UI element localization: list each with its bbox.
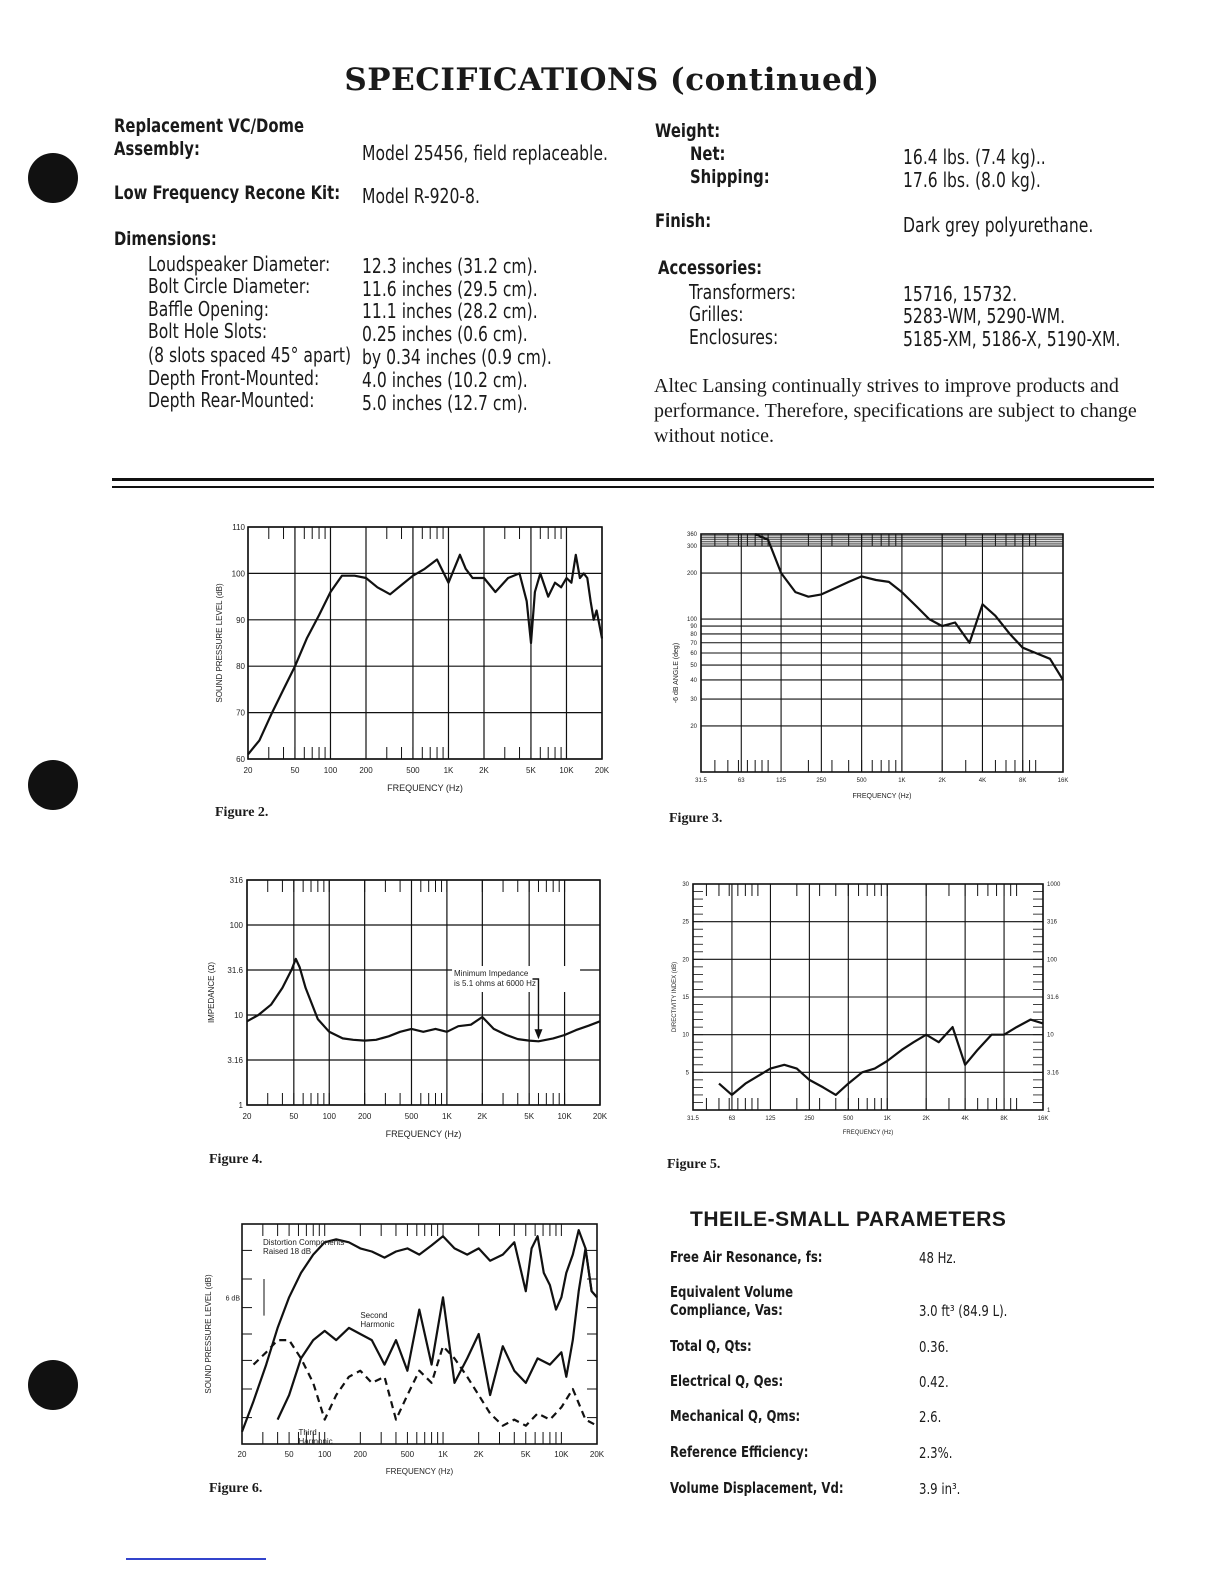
- y-tick-label: 20: [682, 957, 689, 964]
- accessory-value: 5283-WM, 5290-WM.: [903, 304, 1066, 328]
- y-tick-label: 300: [686, 544, 697, 551]
- y-tick-label: 80: [236, 662, 245, 672]
- dimensions-label: Dimensions:: [114, 228, 217, 250]
- x-tick-label: 1K: [438, 1450, 448, 1459]
- recone-value: Model R-920-8.: [362, 184, 480, 208]
- dimension-value: 0.25 inches (0.6 cm).: [362, 322, 528, 346]
- accessory-label: Enclosures:: [689, 325, 779, 349]
- figure-6-chart: [195, 1210, 625, 1485]
- x-tick-label: 63: [728, 1116, 736, 1122]
- ts-param-value: 2.3%.: [919, 1444, 953, 1462]
- dimension-label: Depth Rear-Mounted:: [148, 388, 315, 412]
- figure-5-caption: Figure 5.: [667, 1157, 721, 1172]
- x-axis-label: FREQUENCY (Hz): [842, 1130, 894, 1136]
- y2-tick-label: 3.16: [1047, 1070, 1059, 1077]
- replacement-label-2: Assembly:: [114, 138, 200, 160]
- ts-param-label: Free Air Resonance, fs:: [670, 1248, 823, 1266]
- y-axis-label: SOUND PRESSURE LEVEL (dB): [204, 1274, 213, 1394]
- figure-3-caption: Figure 3.: [669, 811, 723, 826]
- annotation-text: Minimum Impedance: [454, 969, 529, 979]
- x-tick-label: 500: [400, 1450, 415, 1459]
- x-tick-label: 20: [237, 1450, 247, 1459]
- y2-tick-label: 1: [1047, 1108, 1051, 1114]
- y-tick-label: 200: [686, 571, 697, 578]
- y-axis-label: IMPEDANCE (Ω): [207, 961, 216, 1024]
- y-tick-label: 31.6: [227, 966, 243, 976]
- spec-change-note: Altec Lansing continually strives to improve products and performance. Therefore, specifications are subject to change without notice.: [654, 375, 1137, 447]
- x-tick-label: 2K: [479, 766, 489, 775]
- net-label: Net:: [690, 143, 726, 165]
- x-tick-label: 125: [765, 1116, 776, 1122]
- finish-label: Finish:: [655, 210, 712, 232]
- plot-frame: [242, 1224, 597, 1444]
- y-tick-label: 70: [236, 708, 245, 718]
- y-tick-label: 30: [690, 697, 697, 704]
- x-tick-label: 1K: [443, 766, 454, 775]
- x-tick-label: 2K: [938, 778, 946, 784]
- ts-param-label: Total Q, Qts:: [670, 1337, 752, 1355]
- figure-2-chart: [200, 515, 630, 800]
- annotation-text: is 5.1 ohms at 6000 Hz: [454, 979, 536, 989]
- y2-tick-label: 1000: [1047, 882, 1061, 888]
- page-title: SPECIFICATIONS (continued): [344, 62, 880, 98]
- y2-tick-label: 100: [1047, 957, 1058, 964]
- y-tick-label: 5: [685, 1070, 689, 1077]
- y-tick-label: 90: [236, 615, 245, 625]
- section-divider: [112, 486, 1154, 488]
- ts-param-label: Mechanical Q, Qms:: [670, 1407, 801, 1425]
- y-tick-label: 100: [686, 617, 697, 624]
- x-tick-label: 5K: [520, 1450, 531, 1459]
- figure-4-caption: Figure 4.: [209, 1152, 263, 1167]
- dimension-value: 4.0 inches (10.2 cm).: [362, 368, 528, 392]
- x-tick-label: 2K: [473, 1450, 484, 1459]
- scale-mark-label: 6 dB: [225, 1295, 240, 1303]
- x-tick-label: 200: [359, 766, 373, 775]
- x-tick-label: 100: [323, 766, 338, 775]
- y-tick-label: 40: [690, 677, 697, 684]
- replacement-label: Replacement VC/Dome: [114, 115, 305, 137]
- y-tick-label: 50: [690, 663, 697, 670]
- ts-param-value: 0.42.: [919, 1373, 949, 1391]
- net-value: 16.4 lbs. (7.4 kg)..: [903, 145, 1046, 169]
- accessory-label: Transformers:: [689, 280, 796, 304]
- y-tick-label: 70: [690, 640, 697, 647]
- x-tick-label: 500: [856, 778, 867, 784]
- y-axis-label: DIRECTIVITY INDEX (dB): [672, 961, 678, 1033]
- y-tick-label: 60: [236, 755, 245, 764]
- y-tick-label: 100: [231, 569, 245, 579]
- ts-param-value: 2.6.: [919, 1408, 942, 1426]
- ts-param-value: 3.9 in³.: [919, 1480, 961, 1498]
- y2-tick-label: 10: [1047, 1032, 1054, 1039]
- dimension-label: Bolt Circle Diameter:: [148, 274, 311, 298]
- annotation-text: Harmonic: [360, 1319, 395, 1329]
- replacement-value: Model 25456, field replaceable.: [362, 141, 608, 165]
- x-tick-label: 8K: [1019, 778, 1027, 784]
- x-tick-label: 5K: [524, 1112, 535, 1121]
- x-tick-label: 1K: [898, 778, 906, 784]
- shipping-value: 17.6 lbs. (8.0 kg).: [903, 168, 1041, 192]
- y-tick-label: 100: [229, 920, 243, 930]
- annotation-text: Distortion Components: [263, 1238, 345, 1247]
- y-tick-label: 15: [682, 995, 689, 1001]
- figure-2-caption: Figure 2.: [215, 805, 269, 820]
- ts-param-value: 0.36.: [919, 1338, 949, 1356]
- weight-label: Weight:: [655, 120, 721, 142]
- ts-param-label: Equivalent Volume: [670, 1283, 794, 1301]
- x-tick-label: 500: [406, 766, 420, 775]
- x-axis-label: FREQUENCY (Hz): [385, 1467, 454, 1476]
- x-tick-label: 100: [322, 1112, 336, 1121]
- annotation-text: Harmonic: [298, 1436, 333, 1446]
- x-tick-label: 8K: [1000, 1116, 1008, 1122]
- x-tick-label: 5K: [526, 766, 536, 775]
- x-tick-label: 31.5: [695, 778, 707, 784]
- figure-4-chart: [200, 866, 630, 1151]
- x-tick-label: 31.5: [687, 1116, 699, 1122]
- x-tick-label: 4K: [961, 1116, 969, 1122]
- y-tick-label: 80: [690, 631, 697, 638]
- dimension-value: by 0.34 inches (0.9 cm).: [362, 345, 552, 369]
- annotation-text: Raised 18 dB: [263, 1247, 312, 1256]
- x-tick-label: 2K: [922, 1116, 930, 1122]
- dimension-label: Depth Front-Mounted:: [148, 366, 320, 390]
- y2-tick-label: 316: [1047, 919, 1058, 926]
- series-line-second-harmonic: [278, 1248, 597, 1419]
- ts-param-label: Electrical Q, Qes:: [670, 1372, 784, 1390]
- section-divider: [112, 478, 1154, 481]
- dimension-label: Bolt Hole Slots:: [148, 319, 268, 343]
- binder-hole: [28, 153, 78, 203]
- y-tick-label: 10: [682, 1032, 689, 1039]
- accessory-label: Grilles:: [689, 302, 744, 326]
- y-tick-label: 3.16: [227, 1056, 243, 1066]
- series-line-directivity: [719, 1020, 1043, 1095]
- y2-tick-label: 31.6: [1047, 995, 1059, 1001]
- annotation-arrowhead: [534, 1029, 542, 1039]
- x-tick-label: 20: [243, 766, 253, 775]
- x-tick-label: 1K: [883, 1116, 891, 1122]
- dimension-value: 11.6 inches (29.5 cm).: [362, 277, 538, 301]
- y-tick-label: 20: [690, 723, 697, 730]
- x-tick-label: 100: [318, 1450, 332, 1459]
- bottom-blue-line: [126, 1558, 266, 1560]
- x-tick-label: 250: [816, 778, 827, 784]
- y-tick-label: 316: [229, 876, 243, 885]
- dimension-label: (8 slots spaced 45° apart): [148, 343, 352, 367]
- accessory-value: 15716, 15732.: [903, 282, 1018, 306]
- y-tick-label: 1: [238, 1101, 243, 1110]
- binder-hole: [28, 1360, 78, 1410]
- dimension-label: Baffle Opening:: [148, 297, 269, 321]
- x-tick-label: 1K: [442, 1112, 452, 1121]
- dimension-value: 11.1 inches (28.2 cm).: [362, 299, 538, 323]
- recone-label: Low Frequency Recone Kit:: [114, 182, 341, 204]
- x-tick-label: 16K: [1057, 778, 1069, 784]
- y-tick-label: 10: [234, 1010, 243, 1020]
- accessories-label: Accessories:: [658, 257, 763, 279]
- dimension-value: 5.0 inches (12.7 cm).: [362, 391, 528, 415]
- x-tick-label: 250: [804, 1116, 815, 1122]
- y-tick-label: 360: [686, 532, 697, 538]
- x-tick-label: 10K: [559, 766, 574, 775]
- y-tick-label: 25: [682, 919, 689, 926]
- dimension-label: Loudspeaker Diameter:: [148, 252, 331, 276]
- x-tick-label: 50: [290, 766, 300, 775]
- accessory-value: 5185-XM, 5186-X, 5190-XM.: [903, 327, 1121, 351]
- y-tick-label: 30: [682, 882, 689, 888]
- x-tick-label: 20K: [594, 766, 610, 775]
- series-line-fundamental: [242, 1230, 597, 1432]
- annotation-text: Second: [360, 1310, 388, 1320]
- figure-6-caption: Figure 6.: [209, 1481, 263, 1496]
- ts-param-label: Reference Efficiency:: [670, 1443, 809, 1461]
- x-tick-label: 4K: [978, 778, 987, 784]
- y-axis-label: -6 dB ANGLE (deg): [673, 642, 680, 704]
- x-tick-label: 500: [843, 1116, 854, 1122]
- finish-value: Dark grey polyurethane.: [903, 213, 1094, 237]
- x-tick-label: 500: [404, 1112, 419, 1121]
- y-tick-label: 110: [232, 523, 245, 532]
- figure-5-chart: [660, 872, 1080, 1147]
- plot-frame: [247, 880, 600, 1105]
- annotation-text: Third: [298, 1427, 317, 1437]
- x-tick-label: 20K: [592, 1112, 608, 1121]
- ts-param-value: 48 Hz.: [919, 1249, 957, 1267]
- x-axis-label: FREQUENCY (Hz): [852, 793, 912, 800]
- y-axis-label: SOUND PRESSURE LEVEL (dB): [215, 583, 224, 703]
- series-line-angle: [755, 534, 1063, 680]
- x-tick-label: 16K: [1037, 1116, 1049, 1122]
- shipping-label: Shipping:: [690, 166, 770, 188]
- x-axis-label: FREQUENCY (Hz): [387, 783, 463, 793]
- y-tick-label: 90: [690, 624, 697, 631]
- ts-param-label-2: Compliance, Vas:: [670, 1301, 783, 1319]
- theile-small-title: THEILE-SMALL PARAMETERS: [690, 1208, 1007, 1231]
- x-tick-label: 20K: [589, 1450, 605, 1459]
- x-tick-label: 50: [289, 1112, 299, 1121]
- x-tick-label: 50: [284, 1450, 294, 1459]
- x-axis-label: FREQUENCY (Hz): [385, 1129, 462, 1139]
- dimension-value: 12.3 inches (31.2 cm).: [362, 254, 538, 278]
- x-tick-label: 125: [776, 778, 787, 784]
- x-tick-label: 63: [737, 778, 745, 784]
- binder-hole: [28, 760, 78, 810]
- figure-3-chart: [660, 520, 1080, 805]
- x-tick-label: 20: [242, 1112, 252, 1121]
- ts-param-value: 3.0 ft³ (84.9 L).: [919, 1302, 1008, 1320]
- x-tick-label: 10K: [554, 1450, 569, 1459]
- series-line-response: [248, 555, 602, 755]
- x-tick-label: 10K: [557, 1112, 572, 1121]
- plot-frame: [248, 527, 602, 759]
- ts-param-label: Volume Displacement, Vd:: [670, 1479, 844, 1497]
- x-tick-label: 200: [353, 1450, 368, 1459]
- x-tick-label: 200: [357, 1112, 372, 1121]
- y-tick-label: 60: [690, 651, 697, 657]
- x-tick-label: 2K: [477, 1112, 488, 1121]
